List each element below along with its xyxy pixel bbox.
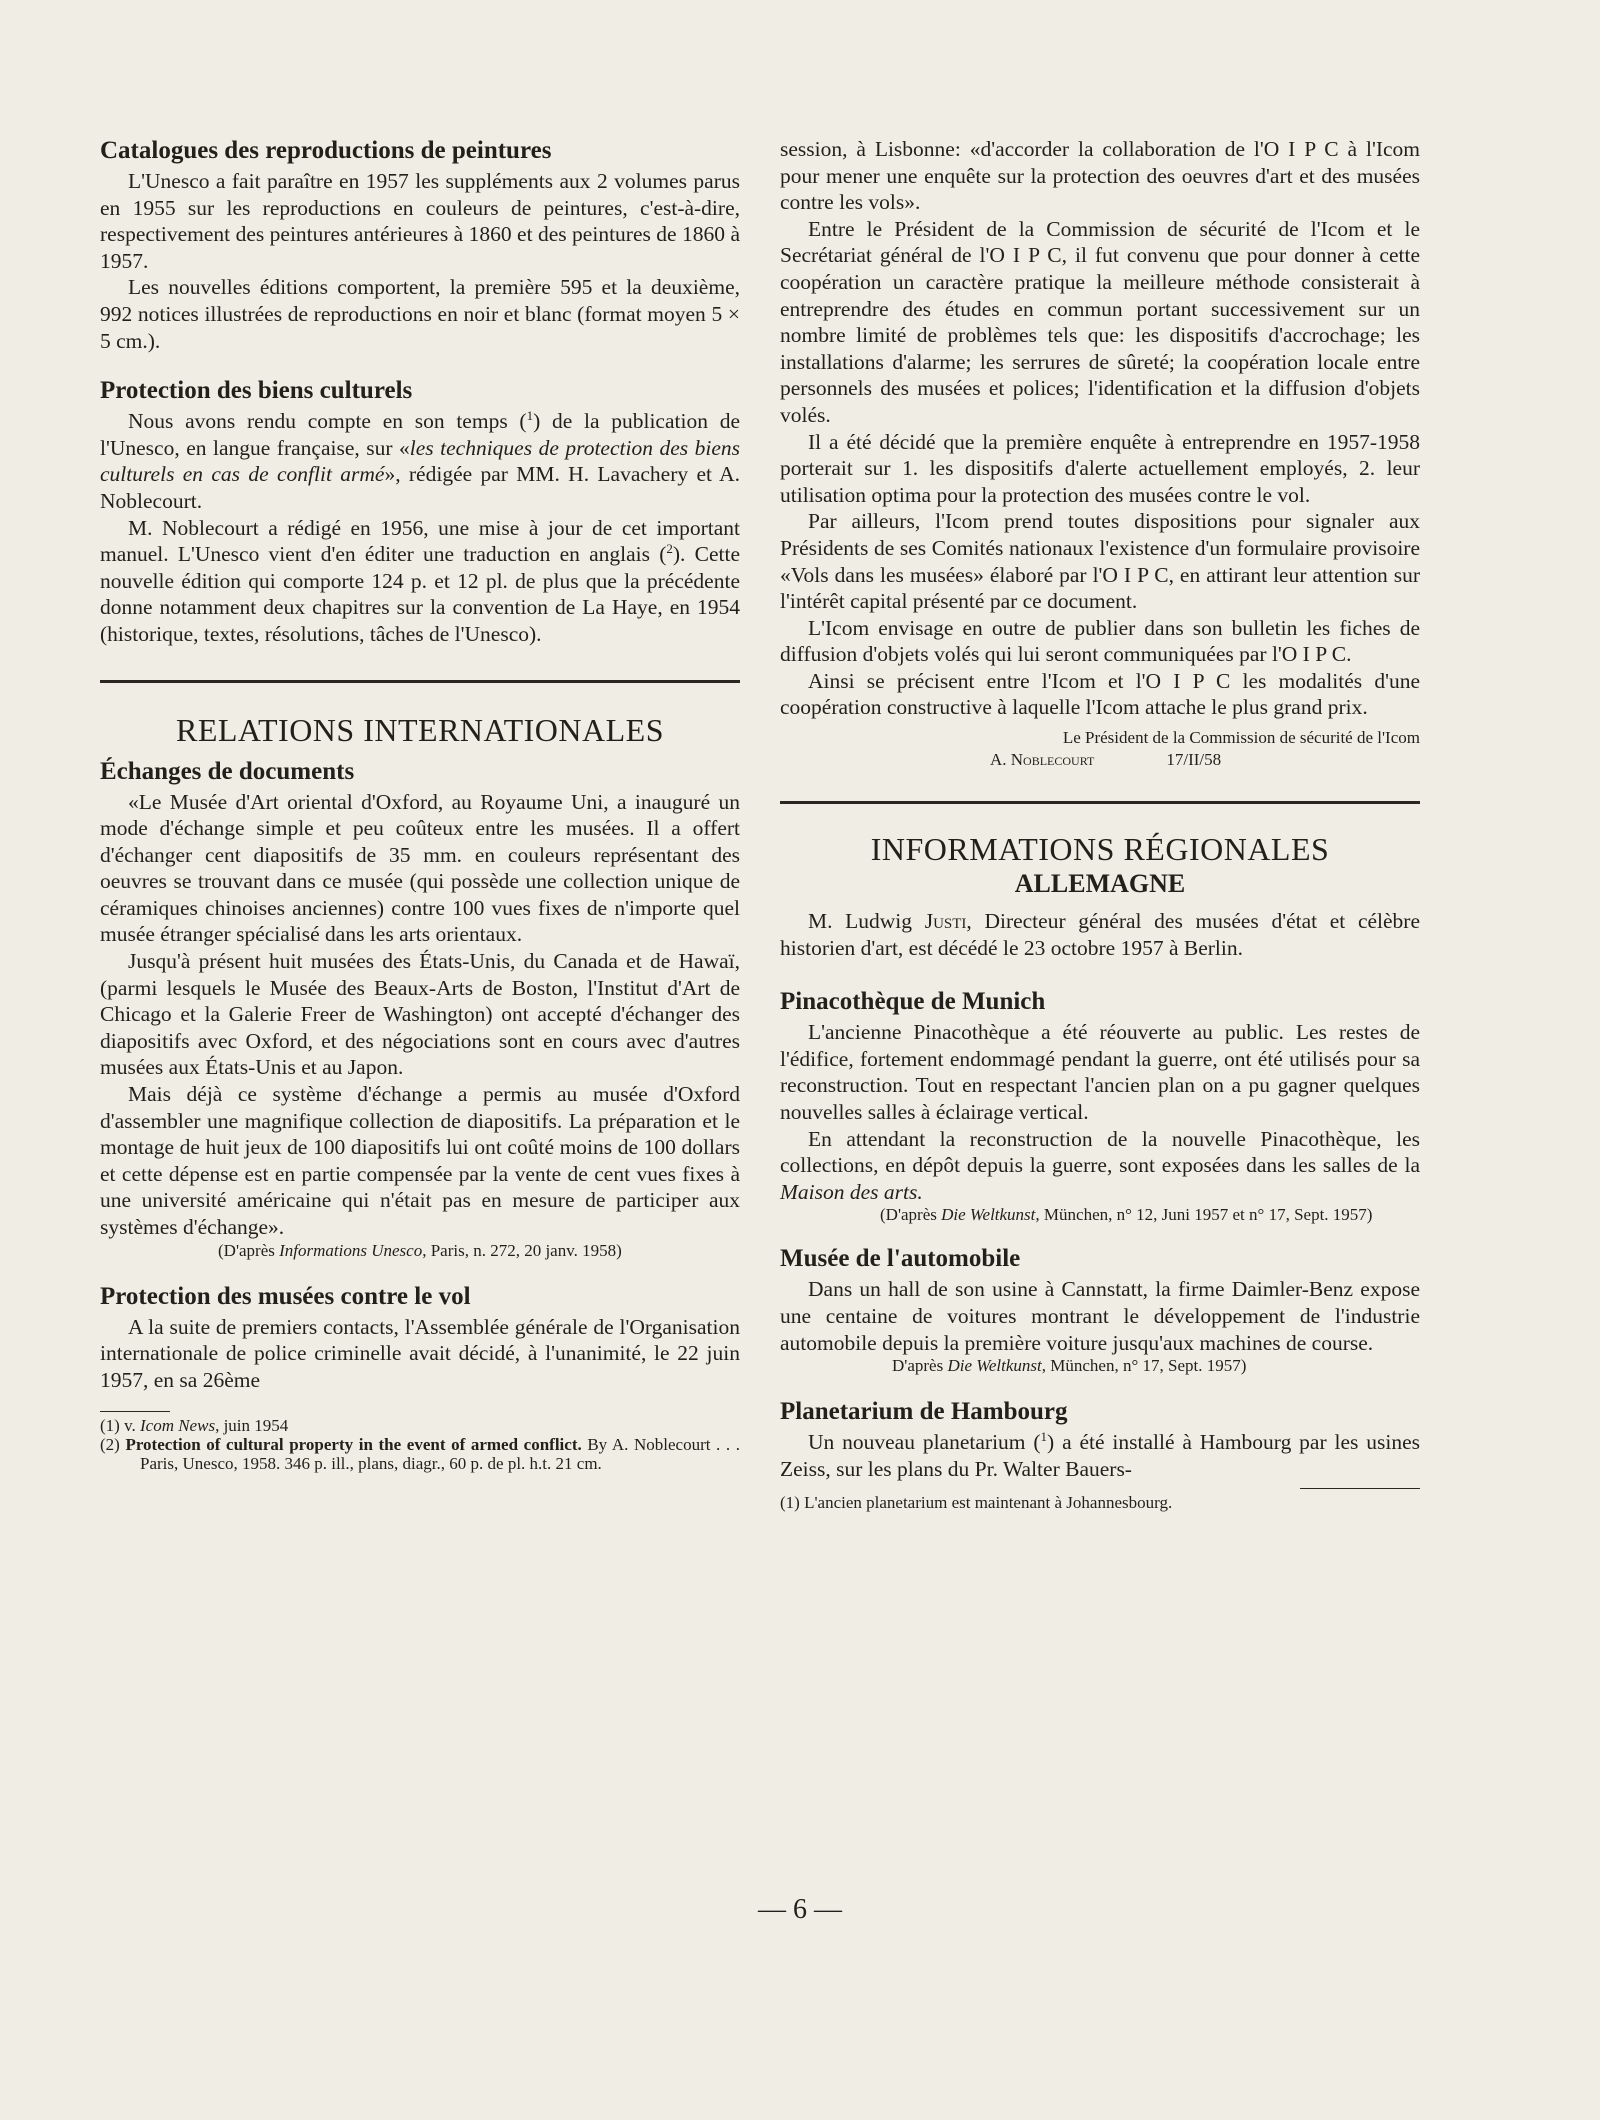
paragraph: Par ailleurs, l'Icom prend toutes dispositions pour signaler aux Présidents de ses Comités nationaux l'existence d'un formulaire provisoire «Vols dans les musées» élaboré par l'O I P C, en attirant leur attention sur l'intérêt capital présenté par ce document.	[780, 509, 1420, 614]
paragraph: Ainsi se précisent entre l'Icom et l'O I P C les modalités d'une coopération constructive à laquelle l'Icom attache le plus grand prix.	[780, 668, 1420, 720]
signature-name: A. Noblecourt 17/II/58	[990, 750, 1222, 770]
paragraph: Mais déjà ce système d'échange a permis au musée d'Oxford d'assembler une magnifique collection de diapositifs. La préparation et le montage de huit jeux de 100 diapositifs lui ont coûté moins de 100 dollars et cette dépense est en partie compensée par la vente de cent vues fixes à une université américaine qui n'était pas en mesure de participer aux systèmes d'échange».	[100, 1082, 740, 1239]
paragraph: Entre le Président de la Commission de sécurité de l'Icom et le Secrétariat général de l'O I P C, il fut convenu que pour donner à cette coopération un caractère pratique la meilleure méthode consisterait à entreprendre des études en commun portant successivement sur un nombre limité de problèmes tels que: les dispositifs d'accrochage; les installations d'alarme; les serrures de sûreté; la coopération locale entre personnels des musées et polices; l'identification et la diffusion d'objets volés.	[780, 216, 1420, 427]
paragraph: Nous avons rendu compte en son temps ($^1$) de la publication de l'Unesco, en langue française, sur «les techniques de protection des biens culturels en cas de conflit armé», rédigée par MM. H. Lavachery et A. Noblecourt.	[100, 408, 741, 513]
paragraph: En attendant la reconstruction de la nouvelle Pinacothèque, les collections, en dépôt depuis la guerre, sont exposées dans les salles de la Maison des arts.	[780, 1126, 1420, 1204]
paragraph: Jusqu'à présent huit musées des États-Unis, du Canada et de Hawaï, (parmi lesquels le Musée des Beaux-Arts de Boston, l'Institut d'Art de Chicago et la Galerie Freer de Washington) ont accepté d'échanger des diapositifs avec Oxford, et des négociations sont en cours avec d'autres musées aux États-Unis et au Japon.	[100, 949, 740, 1080]
page-number: — 6 —	[758, 1894, 842, 1925]
source-citation: (D'après Die Weltkunst, München, n° 12, Juni 1957 et n° 17, Sept. 1957)	[880, 1205, 1373, 1225]
footnote-2: (2) Protection of cultural property in the event of armed conflict. By A. Noblecourt . . . Paris, Unesco, 1958. 346 p. ill., plans, diagr., 60 p. de pl. h.t. 21 cm.	[100, 1435, 741, 1474]
heading-informations-regionales: INFORMATIONS RÉGIONALES	[870, 831, 1330, 868]
paragraph: «Le Musée d'Art oriental d'Oxford, au Royaume Uni, a inauguré un mode d'échange simple et peu coûteux entre les musées. Il a offert d'échanger cent diapositifs de 35 mm. en couleurs représentant des oeuvres se trouvant dans ce musée (qui possède une collection unique de céramiques chinoises anciennes) contre 100 vues fixes de n'importe quel musée étranger spécialisé dans les arts orientaux.	[100, 789, 740, 947]
footnotes	[100, 1416, 740, 1473]
country-heading: ALLEMAGNE	[1014, 869, 1186, 899]
section-title-catalogues: Catalogues des reproductions de peintures	[100, 137, 552, 164]
section-title-protection-biens: Protection des biens culturels	[100, 377, 413, 405]
section-title-echanges: Échanges de documents	[100, 757, 355, 785]
footnote-planetarium: (1) L'ancien planetarium est maintenant à Johannesbourg.	[780, 1493, 1173, 1513]
paragraph: Il a été décidé que la première enquête à entreprendre en 1957-1958 porterait sur 1. les dispositifs d'alerte actuellement employés, 2. leur utilisation optima pour la protection des musées contre le vol.	[780, 429, 1420, 507]
section-title-protection-vol: Protection des musées contre le vol	[100, 1282, 471, 1310]
right-column	[780, 136, 1420, 1512]
left-column	[100, 136, 740, 1473]
paragraph: L'Unesco a fait paraître en 1957 les suppléments aux 2 volumes parus en 1955 sur les reproductions en couleurs de peintures, c'est-à-dire, respectivement des peintures antérieures à 1860 et des peintures de 1860 à 1957.	[100, 169, 740, 273]
paragraph: M. Ludwig Justi, Directeur général des musées d'état et célèbre historien d'art, est décédé le 23 octobre 1957 à Berlin.	[780, 909, 1420, 960]
signature-title: Le Président de la Commission de sécurité de l'Icom	[1062, 728, 1420, 748]
paragraph: Dans un hall de son usine à Cannstatt, la firme Daimler-Benz expose une centaine de voitures montrant le développement de l'industrie automobile depuis la première voiture jusqu'aux machines de course.	[780, 1277, 1420, 1355]
section-title-musee-automobile: Musée de l'automobile	[780, 1245, 1021, 1273]
footnote-1: (1) v. Icom News, juin 1954	[100, 1416, 289, 1436]
paragraph: M. Noblecourt a rédigé en 1956, une mise à jour de cet important manuel. L'Unesco vient d'en éditer une traduction en anglais ($^2$). Cette nouvelle édition qui comporte 124 p. et 12 pl. de plus que la précédente donne notamment deux chapitres sur la convention de La Haye, en 1954 (historique, textes, résolutions, tâches de l'Unesco).	[100, 515, 740, 646]
source-citation: D'après Die Weltkunst, München, n° 17, Sept. 1957)	[892, 1356, 1247, 1376]
paragraph: Les nouvelles éditions comportent, la première 595 et la deuxième, 992 notices illustrées de reproductions en noir et blanc (format moyen 5 × 5 cm.).	[100, 275, 740, 353]
section-title-pinacotheque: Pinacothèque de Munich	[780, 988, 1046, 1016]
footnote-rule	[100, 1411, 170, 1412]
section-title-planetarium: Planetarium de Hambourg	[780, 1398, 1068, 1426]
footnote-rule	[1300, 1488, 1420, 1489]
paragraph: L'Icom envisage en outre de publier dans son bulletin les fiches de diffusion d'objets volés qui lui seront communiquées par l'O I P C.	[780, 615, 1420, 667]
paragraph: Un nouveau planetarium ($^1$) a été installé à Hambourg par les usines Zeiss, sur les plans du Pr. Walter Bauers-	[780, 1429, 1420, 1481]
paragraph: session, à Lisbonne: «d'accorder la collaboration de l'O I P C à l'Icom pour mener une enquête sur la protection des oeuvres d'art et des musées contre les vols».	[780, 137, 1420, 215]
paragraph: A la suite de premiers contacts, l'Assemblée générale de l'Organisation internationale de police criminelle avait décidé, à l'unanimité, le 22 juin 1957, en sa 26ème	[100, 1314, 740, 1392]
source-citation: (D'après Informations Unesco, Paris, n. 272, 20 janv. 1958)	[218, 1240, 622, 1260]
paragraph: L'ancienne Pinacothèque a été réouverte au public. Les restes de l'édifice, fortement endommagé pendant la guerre, ont été utilisés pour sa reconstruction. Tout en respectant l'ancien plan on a pu gagner quelques nouvelles salles à éclairage vertical.	[780, 1020, 1420, 1125]
heading-relations-internationales: RELATIONS INTERNATIONALES	[175, 711, 664, 748]
